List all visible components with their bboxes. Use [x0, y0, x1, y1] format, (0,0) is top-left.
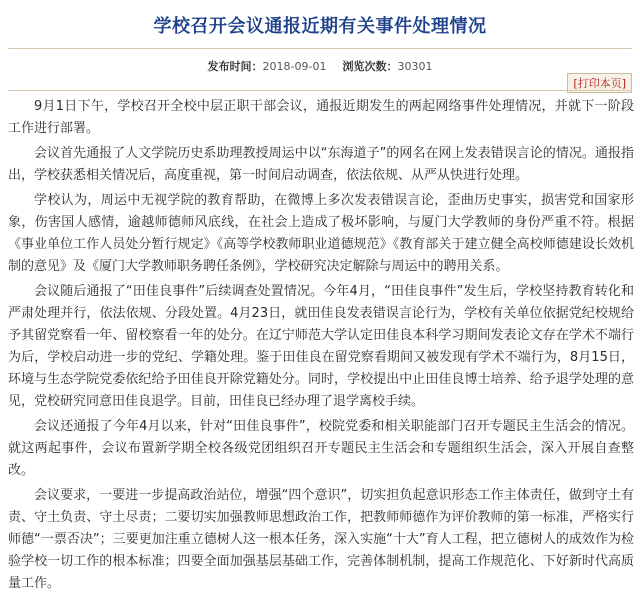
publish-label: 发布时间： — [207, 60, 263, 73]
page-title: 学校召开会议通报近期有关事件处理情况 — [153, 16, 487, 37]
article-meta — [0, 58, 640, 74]
paragraph: 学校认为，周运中无视学院的教育帮助，在微博上多次发表错误言论，歪曲历史事实，损害党和国家形象，伤害国人感情，逾越师德师风底线，在社会上造成了极坏影响，与厦门大学教师的身份严重不符。根据《事业单位工作人员处分暂行规定》《高等学校教师职业道德规范》《教育部关于建立健全高校师德建设长效机制的意见》及《厦门大学教师职务聘任条例》，学校研究决定解除与周运中的聘用关系。 — [8, 193, 634, 274]
paragraph: 9月1日下午，学校召开全校中层正职干部会议，通报近期发生的两起网络事件处理情况，并就下一阶段工作进行部署。 — [8, 99, 634, 136]
paragraph: 会议首先通报了人文学院历史系助理教授周运中以“东海道子”的网名在网上发表错误言论的情况。通报指出，学校获悉相关情况后，高度重视，第一时间启动调查，依法依规、从严从快进行处理。 — [8, 146, 634, 183]
print-button[interactable]: [打印本页] — [567, 73, 632, 93]
views-label: 浏览次数： — [342, 60, 398, 73]
title-divider — [8, 48, 632, 49]
paragraph: 会议要求，一要进一步提高政治站位，增强“四个意识”，切实担负起意识形态工作主体责任，做到守土有责、守土负责、守土尽责；二要切实加强教师思想政治工作，把教师师德作为评价教师的第一标准，严格实行师德“一票否决”；三要更加注重立德树人这一根本任务，深入实施“十大”育人工程，把立德树人的成效作为检验学校一切工作的根本标准；四要全面加强基层基础工作，完善体制机制，提高工作规范化、下好新时代高质量工作。 — [8, 488, 634, 591]
views-count: 30301 — [397, 60, 433, 73]
paragraph: 会议随后通报了“田佳良事件”后续调查处置情况。今年4月，“田佳良事件”发生后，学校坚持教育转化和严肃处理并行，依法依规、分段处置。4月23日，就田佳良发表错误言论行为，学校有关单位依据党纪校规给予其留党察看一年、留校察看一年的处分。在辽宁师范大学认定田佳良本科学习期间发表论文存在学术不端行为后，学校启动进一步的党纪、学籍处理。鉴于田佳良在留党察看期间又被发现有学术不端行为，8月15日，环境与生态学院党委依纪给予田佳良开除党籍处分。同时，学校提出中止田佳良博士培养、给予退学处理的意见，党校研究同意田佳良退学。目前，田佳良已经办理了退学离校手续。 — [8, 284, 634, 409]
meta-divider — [8, 90, 632, 91]
publish-date: 2018-09-01 — [262, 60, 327, 73]
article-body — [8, 96, 634, 598]
paragraph: 会议还通报了今年4月以来，针对“田佳良事件”，校院党委和相关职能部门召开专题民主生活会的情况。就这两起事件，会议布置新学期全校各级党团组织召开专题民主生活会和专题组织生活会，深入开展自查整改。 — [8, 419, 634, 478]
